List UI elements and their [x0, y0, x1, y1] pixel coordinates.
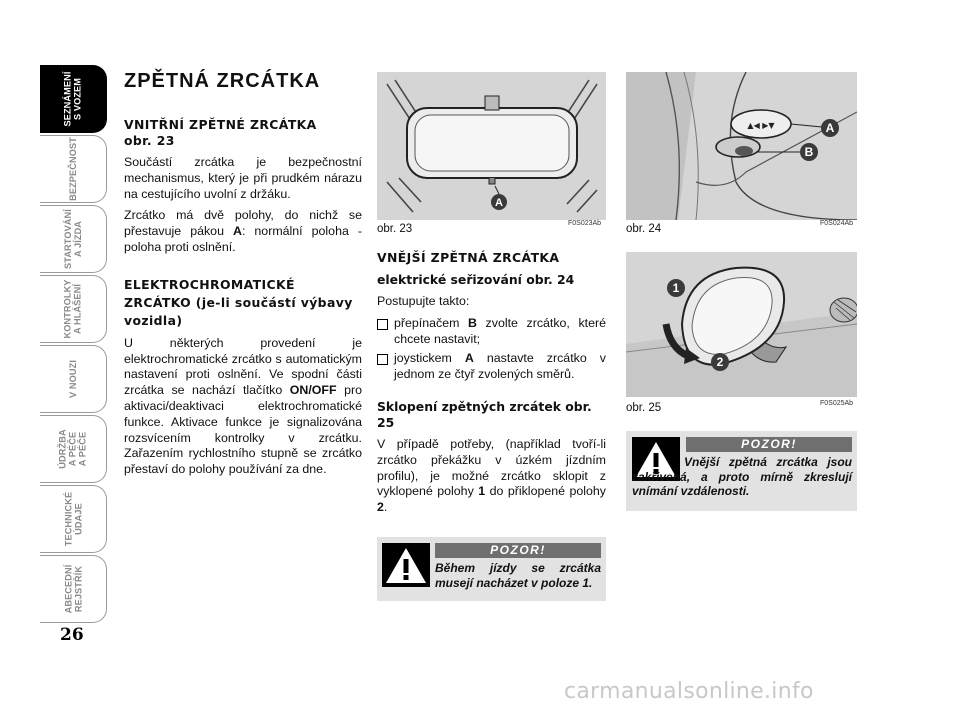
figure-label-a: A	[825, 121, 835, 135]
section-title: ZPĚTNÁ ZRCÁTKA	[124, 70, 321, 92]
bullet-item	[377, 316, 606, 348]
text-bold: A	[232, 224, 242, 239]
warning-box-distance	[626, 431, 857, 511]
text: Zrcátko má dvě polohy, do nichž se přestavuje pákou	[124, 208, 362, 239]
tab-label: TECHNICKÉ ÚDAJE	[63, 491, 83, 547]
tab-kontrolky[interactable]	[40, 275, 107, 343]
electro-para	[124, 336, 362, 478]
tab-v-nouzi[interactable]	[40, 345, 107, 413]
warning-triangle-icon	[382, 543, 430, 587]
text: joystickem	[394, 351, 465, 366]
checkbox-bullet-icon	[377, 319, 388, 330]
bullet-text	[394, 351, 606, 383]
text: zvolte zrcátko, které chcete nastavit;	[394, 315, 607, 346]
text: nastavte zrcátko v jednom ze čtyř zvolených směrů.	[394, 351, 606, 382]
tab-label: BEZPEČNOST	[67, 137, 78, 201]
watermark: carmanualsonline.info	[564, 679, 814, 704]
mirror-switch-illustration	[626, 72, 857, 220]
text-bold: 2	[377, 500, 384, 515]
warning-title: POZOR!	[435, 543, 601, 558]
text: do přiklopené polohy	[485, 484, 606, 499]
page-number: 26	[60, 625, 84, 645]
figure-24	[626, 72, 857, 220]
figure-label-1: 1	[672, 281, 680, 295]
figure-25	[626, 252, 857, 397]
exterior-heading: VNĚJŠÍ ZPĚTNÁ ZRCÁTKA	[377, 250, 560, 265]
figure-label-b: B	[804, 145, 814, 159]
figure-24-code: F0S024Ab	[820, 220, 854, 227]
text-bold: 1	[478, 484, 486, 499]
figure-23-caption: obr. 23	[377, 223, 413, 235]
text: přepínačem	[394, 315, 469, 330]
tab-label: SEZNÁMENÍ S VOZEM	[62, 71, 83, 127]
figure-23	[377, 72, 606, 220]
interior-heading	[124, 117, 362, 149]
column-left	[124, 70, 362, 478]
tab-udrzba[interactable]	[40, 415, 107, 483]
warning-title: POZOR!	[686, 437, 852, 452]
tab-bezpecnost[interactable]	[40, 135, 107, 203]
figure-25-code: F0S025Ab	[820, 400, 854, 407]
text: .	[383, 500, 388, 515]
bullet-text	[394, 316, 606, 348]
folding-mirror-illustration	[626, 252, 857, 397]
bullet-item	[377, 351, 606, 383]
tab-label: STARTOVÁNÍ A JÍZDA	[63, 209, 83, 269]
folding-para	[377, 437, 606, 516]
interior-para1: Součástí zrcátka je bezpečnostní mechanismus, který je při prudkém nárazu na cestujícího uvolní z držáku.	[124, 155, 362, 201]
tab-label: ABECEDNÍ REJSTŘÍK	[62, 564, 83, 614]
text: : normální poloha - poloha proti oslnění.	[124, 224, 363, 254]
warning-box-driving	[377, 537, 606, 601]
text: V případě potřeby, (například tvoří-li zrcátko překážku v úzkém jízdním profilu), je možné zrcátko sklopit z vyklopené polohy	[377, 436, 606, 499]
figure-24-caption: obr. 24	[626, 223, 662, 235]
tab-label: KONTROLKY A HLÁŠENÍ	[63, 279, 83, 339]
text-bold: B	[468, 315, 477, 330]
tab-rejstrik[interactable]	[40, 555, 107, 623]
interior-para2	[124, 208, 362, 255]
checkbox-bullet-icon	[377, 354, 388, 365]
tab-seznameni[interactable]	[40, 65, 107, 133]
text: U některých provedení je elektrochromatické zrcátko s automatickým nastavení proti oslnění. Ve spodní části zrcátka se nachází tlačítko	[124, 335, 362, 398]
text-bold: A	[464, 351, 474, 366]
interior-heading-line1: VNITŘNÍ ZPĚTNÉ ZRCÁTKA	[124, 117, 317, 132]
electro-heading: ELEKTROCHROMATICKÉ ZRCÁTKO (je-li součástí výbavy vozidla)	[124, 276, 353, 328]
exterior-intro: Postupujte takto:	[377, 294, 470, 308]
joystick-arrows-icon: ▲◀ ▶▼	[747, 121, 775, 130]
figure-label-a: A	[495, 197, 503, 209]
tab-label: ÚDRŽBA A PÉČE A PÉČE	[57, 429, 88, 469]
warning-text: Vnější zpětná zrcátka jsou zakřivená, a proto mírně zkreslují vnímání vzdálenosti.	[632, 455, 852, 498]
rearview-mirror-illustration	[377, 72, 606, 220]
tab-label: V NOUZI	[68, 360, 78, 398]
text-bold: ON/OFF	[289, 383, 337, 398]
tab-technicke[interactable]	[40, 485, 107, 553]
exterior-subheading: elektrické seřizování obr. 24	[377, 272, 575, 287]
interior-heading-line2: obr. 23	[124, 133, 175, 148]
text: pro aktivaci/deaktivaci elektrochromatické funkce. Aktivace funkce je signalizována rozsvícením kontrolky v zrcátku. Zařazením rychlostního stupně se zrcátko přestaví do polohy používání za dne.	[124, 383, 362, 477]
figure-25-caption: obr. 25	[626, 402, 662, 414]
figure-label-2: 2	[716, 355, 724, 369]
warning-text: Během jízdy se zrcátka musejí nacházet v poloze 1.	[435, 561, 601, 590]
figure-23-code: F0S023Ab	[568, 220, 602, 227]
tab-startovani[interactable]	[40, 205, 107, 273]
column-middle	[377, 250, 606, 516]
folding-heading: Sklopení zpětných zrcátek obr. 25	[377, 398, 592, 430]
